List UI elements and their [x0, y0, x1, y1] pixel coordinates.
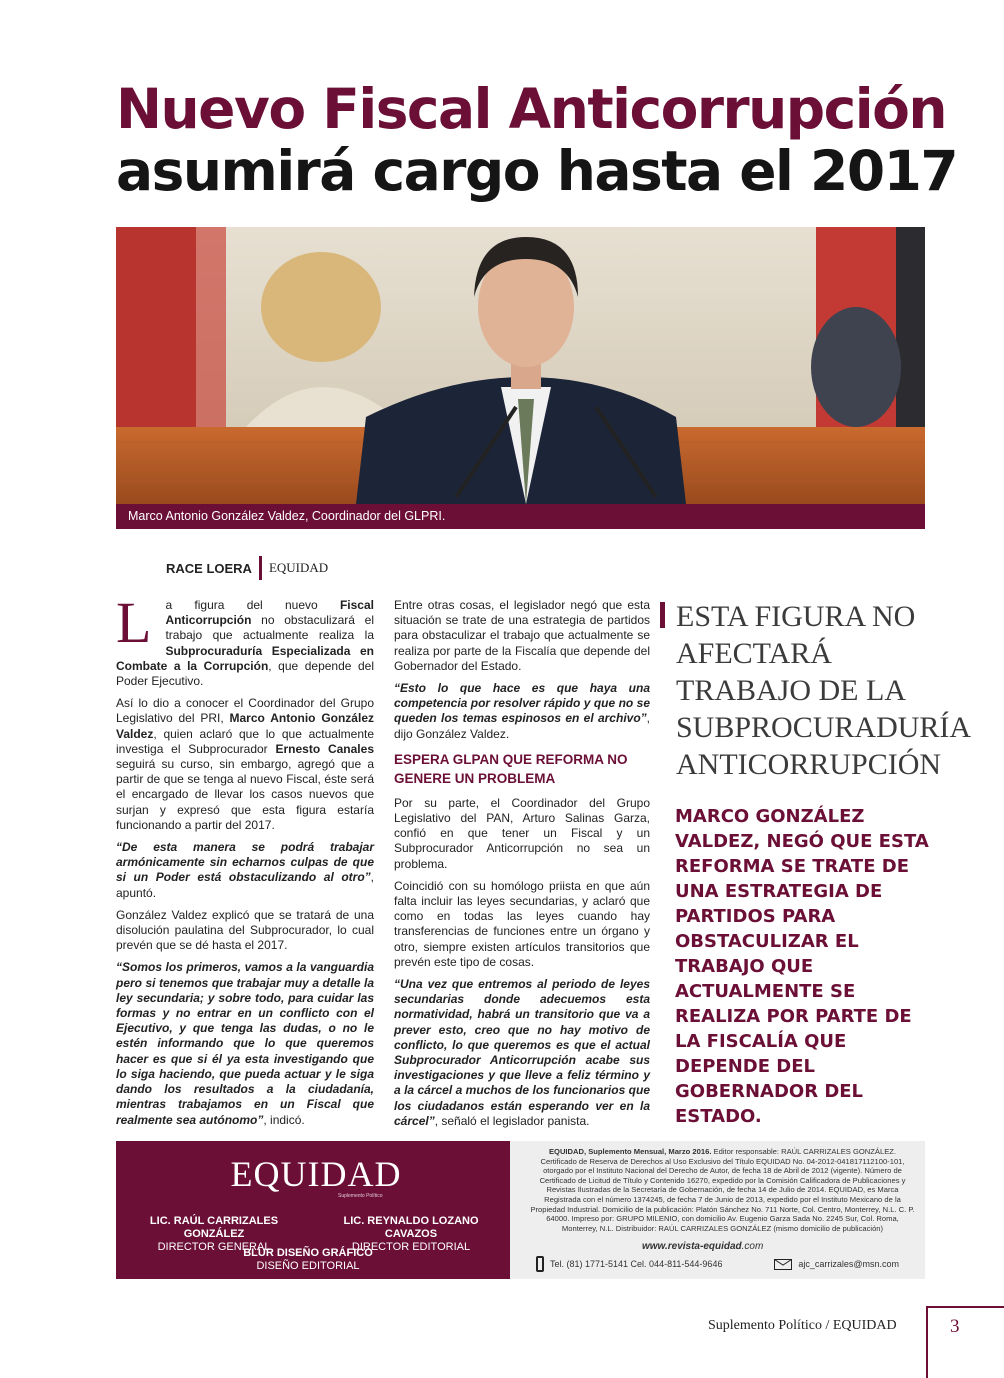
headline-line-1: Nuevo Fiscal Anticorrupción: [116, 77, 947, 141]
paragraph: [394, 879, 650, 970]
byline-divider: [259, 556, 262, 580]
text-run: a figura del nuevo: [165, 598, 340, 612]
page-number-box: [926, 1306, 1004, 1378]
text-run: Así lo dio a conocer el Coordinador del Grupo Legislativo del PRI,: [116, 696, 374, 726]
phone-icon: [536, 1256, 544, 1272]
text-run: , señaló el legislador panista.: [434, 1113, 590, 1128]
text-run: , dijo González Valdez.: [394, 711, 650, 741]
article-column-2: [394, 598, 650, 1136]
photo-caption: Marco Antonio González Valdez, Coordinador del GLPRI.: [116, 504, 925, 529]
website-link[interactable]: [642, 1241, 763, 1252]
byline-publication: EQUIDAD: [268, 560, 329, 575]
bold-text: Subprocuraduría Especializada en Combate a la Corrupción: [116, 643, 374, 673]
text-run: González Valdez explicó que se tratará de una disolución paulatina del Subprocurador, lo cual prevén que se dé hasta el 2017.: [116, 907, 374, 953]
legal-body: Editor responsable: RAÚL CARRIZALES GONZÁLEZ. Certificado de Reserva de Derechos al Uso Exclusivo del Título EQUIDAD No. 04-2012-041817112100-101, otorgado por el Instituto Nacional del Derecho de Autor, de fecha 18 de Abril de 2012 (vigente). Número de Certificado de Licitud de Título y Contenido 16270, expedido por la Comisión Calificadora de Publicaciones y Revistas Ilustradas de la Secretaría de Gobernación, de fecha 14 de Julio de 2014. EQUIDAD, es Marca Registrada con el número 1374245, de fecha 7 de Junio de 2013, expedido por el Instituto Mexicano de la Propiedad Industrial. Domicilio de la publicación: Platón Sánchez No. 711 Norte, Col. Centro, Monterrey, N.L. C. P. 64000. Impreso por: GRUPO MILENIO, con domicilio Av. Eugenio Garza Sada No. 2245 Sur, Col. Roma, Monterrey, N.L. Distribuidor: RAÚL CARRIZALES GONZÁLEZ (mismo domicilio de publicación): [530, 1147, 915, 1233]
phone-numbers: Tel. (81) 1771-5141 Cel. 044-811-544-9646: [550, 1259, 723, 1269]
text-run: , apuntó.: [116, 870, 374, 900]
paragraph: [394, 796, 650, 872]
article-column-1: [116, 590, 374, 1135]
article-photo: [116, 227, 925, 504]
mail-icon: [774, 1259, 792, 1270]
page-folio: Suplemento Político / EQUIDAD: [708, 1318, 897, 1333]
pull-quote: [660, 598, 970, 783]
logo-subtitle: Suplemento Político: [338, 1193, 383, 1199]
subheading: ESPERA GLPAN QUE REFORMA NO GENERE UN PROBLEMA: [394, 751, 628, 786]
drop-cap: L: [116, 590, 152, 655]
masthead-panel: [116, 1141, 510, 1279]
website-host[interactable]: www.revista-equidad: [642, 1241, 742, 1252]
email-address[interactable]: ajc_carrizales@msn.com: [798, 1259, 899, 1269]
photo-illustration: [116, 227, 925, 504]
highlight-text: MARCO GONZÁLEZ VALDEZ, NEGÓ QUE ESTA REFORMA SE TRATE DE UNA ESTRATEGIA DE PARTIDOS PARA OBSTACULIZAR EL TRABAJO QUE ACTUALMENTE SE REALIZA POR PARTE DE LA FISCALÍA QUE DEPENDE DEL GOBERNADOR DEL ESTADO.: [675, 806, 929, 1127]
quote-text: “Esto lo que hace es que haya una competencia por resolver rápido y que no se queden los temas espinosos en el archivo”: [394, 681, 650, 726]
equidad-logo: EQUIDAD: [230, 1154, 402, 1194]
byline: [166, 556, 328, 580]
staff-role: DISEÑO EDITORIAL: [256, 1260, 360, 1272]
bold-text: Fiscal Anticorrupción: [165, 598, 374, 628]
quote-text: “Somos los primeros, vamos a la vanguardia pero si tenemos que trabajar muy a detalle la ley secundaria; y sobre todo, para cuidar las formas y no entrar en un conflicto con el Ejecutivo, y que tenga las dudas, o no le estén informando que lo que queremos hacer es que si él ya esta investigando que lo siga haciendo, que pueda actuar y le siga dando los resultados a la ciudadanía, mientras trabajamos en un Fiscal que realmente sea autónomo”: [116, 960, 374, 1127]
bold-text: Marco Antonio González Valdez: [116, 711, 374, 741]
paragraph: [116, 696, 374, 833]
text-run: no obstaculizará el trabajo que actualmente realiza la: [165, 613, 374, 643]
quote-text: “De esta manera se podrá trabajar armónicamente sin echarnos culpas de que si un Poder está obstaculizando al otro”: [116, 840, 374, 885]
pull-quote-text: ESTA FIGURA NO AFECTARÁ TRABAJO DE LA SUBPROCURADURÍA ANTICORRUPCIÓN: [676, 600, 970, 781]
staff-role: DIRECTOR GENERAL: [157, 1241, 271, 1253]
byline-author: RACE LOERA: [166, 560, 252, 576]
contact-line: [536, 1253, 931, 1275]
staff-entry: [216, 1247, 400, 1273]
text-run: seguirá su curso, sin embargo, agregó que a partir de que se tenga al nuevo Fiscal, éste será el encargado de llevar los casos nuevos que surjan y expresó que esta figura estaría funcionando a partir del 2017.: [116, 757, 374, 832]
text-run: Entre otras cosas, el legislador negó que esta situación se trate de una estrategia de partidos para obstaculizar el trabajo que actualmente se realiza por parte de la Fiscalía que depende del Gobernador del Estado.: [394, 598, 650, 673]
staff-role: DIRECTOR EDITORIAL: [351, 1241, 471, 1253]
text-run: , que depende del Poder Ejecutivo.: [116, 658, 374, 689]
website-tld[interactable]: .com: [741, 1241, 764, 1252]
legal-lead: EQUIDAD, Suplemento Mensual, Marzo 2016.: [548, 1147, 712, 1156]
paragraph: [116, 908, 374, 954]
legal-text: [530, 1147, 915, 1233]
text-run: Coincidió con su homólogo priista en que aún falta incluir las leyes secundarias, y aclaró que como en todas las leyes cuando hay transferencias de funciones entre un órgano y otro, siempre existen artículos transitorios que prevén este tipo de cosas.: [394, 878, 650, 969]
pull-quote-bar: [660, 602, 665, 628]
headline-line-2: asumirá cargo hasta el 2017: [116, 139, 958, 203]
quote-paragraph: [116, 960, 374, 1127]
staff-name: LIC. REYNALDO LOZANO CAVAZOS: [343, 1215, 479, 1240]
staff-name: BLUR DISEÑO GRÁFICO: [243, 1247, 373, 1259]
text-run: , indicó.: [263, 1112, 305, 1127]
quote-paragraph: [394, 681, 650, 742]
masthead-footer: [116, 1141, 925, 1279]
quote-paragraph: [394, 977, 650, 1129]
headline: [116, 78, 976, 202]
paragraph: [116, 590, 374, 689]
text-run: Por su parte, el Coordinador del Grupo Legislativo del PAN, Arturo Salinas Garza, confió en que tener un Fiscal y un Subprocurador Anticorrupción no sea un problema.: [394, 795, 650, 871]
quote-text: “Una vez que entremos al periodo de leyes secundarias donde adecuemos esta normatividad, habrá un transitorio que va a prever esto, creo que no hay motivo de conflicto, lo que queremos es que el actual Subprocurador Anticorrupción acabe sus investigaciones y que lleve a feliz término y a la cárcel a muchos de los funcionarios que los ciudadanos están esperando ver en la cárcel”: [394, 977, 650, 1128]
quote-paragraph: [116, 840, 374, 901]
bold-text: Ernesto Canales: [275, 741, 374, 756]
text-run: , quien aclaró que lo que actualmente investiga el Subprocurador: [116, 726, 374, 756]
paragraph: [394, 598, 650, 674]
page-number: 3: [950, 1316, 960, 1337]
staff-name: LIC. RAÚL CARRIZALES GONZÁLEZ: [149, 1215, 279, 1240]
